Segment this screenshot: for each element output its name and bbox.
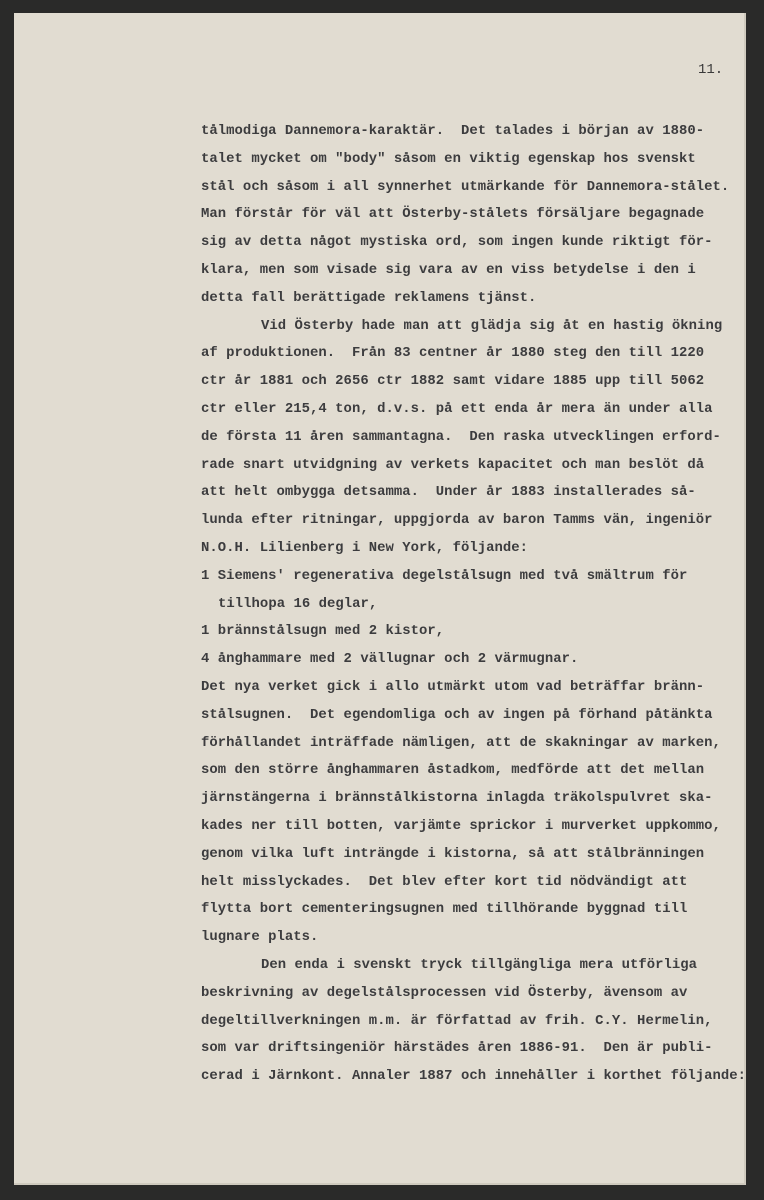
- text-line: kades ner till botten, varjämte sprickor i murverket uppkommo,: [201, 817, 721, 834]
- paragraph: [201, 955, 747, 1094]
- equipment-list: [201, 566, 741, 677]
- text-line: ctr år 1881 och 2656 ctr 1882 samt vidare 1885 upp till 5062: [201, 373, 705, 390]
- text-line: rade snart utvidgning av verkets kapacitet och man beslöt då: [201, 456, 705, 473]
- text-line: degeltillverkningen m.m. är författad av frih. C.Y. Hermelin,: [201, 1012, 713, 1029]
- text-line: N.O.H. Lilienberg i New York, följande:: [201, 539, 529, 556]
- text-line: ctr eller 215,4 ton, d.v.s. på ett enda år mera än under alla: [201, 400, 713, 417]
- list-item-line: 1 Siemens' regenerativa degelstålsugn med två smältrum för: [201, 567, 688, 584]
- paragraph: [201, 677, 741, 955]
- text-line: sig av detta något mystiska ord, som ingen kunde riktigt för-: [201, 234, 713, 251]
- text-line: helt misslyckades. Det blev efter kort tid nödvändigt att: [201, 873, 688, 890]
- text-line: som den större ånghammaren åstadkom, medförde att det mellan: [201, 762, 705, 779]
- text-line: förhållandet inträffade nämligen, att de skakningar av marken,: [201, 734, 721, 751]
- text-line: de första 11 åren sammantagna. Den raska utvecklingen erford-: [201, 428, 721, 445]
- text-line: genom vilka luft inträngde i kistorna, så att stålbränningen: [201, 845, 705, 862]
- text-line: stål och såsom i all synnerhet utmärkande för Dannemora-stålet.: [201, 178, 730, 195]
- document-body: [201, 121, 747, 1094]
- text-line: talet mycket om "body" såsom en viktig egenskap hos svenskt: [201, 150, 696, 167]
- text-line: Man förstår för väl att Österby-stålets försäljare begagnade: [201, 206, 705, 223]
- text-line: järnstängerna i brännstålkistorna inlagda träkolspulvret ska-: [201, 790, 713, 807]
- paragraph: [201, 316, 741, 566]
- text-line: som var driftsingeniör härstädes åren 1886-91. Den är publi-: [201, 1040, 713, 1057]
- paragraph: [201, 121, 741, 316]
- text-line: Det nya verket gick i allo utmärkt utom vad beträffar bränn-: [201, 678, 705, 695]
- text-line: stålsugnen. Det egendomliga och av ingen på förhand påtänkta: [201, 706, 713, 723]
- text-line: lugnare plats.: [201, 929, 319, 946]
- text-line: cerad i Järnkont. Annaler 1887 och innehåller i korthet följande:: [201, 1068, 747, 1085]
- text-line: Vid Österby hade man att glädja sig åt en hastig ökning: [261, 317, 723, 334]
- list-item-line: tillhopa 16 deglar,: [218, 595, 378, 612]
- page-number: 11.: [698, 62, 724, 78]
- text-line: klara, men som visade sig vara av en viss betydelse i den i: [201, 261, 696, 278]
- text-line: lunda efter ritningar, uppgjorda av baron Tamms vän, ingeniör: [201, 512, 713, 529]
- list-item-line: 1 brännstålsugn med 2 kistor,: [201, 623, 445, 640]
- text-line: af produktionen. Från 83 centner år 1880 steg den till 1220: [201, 345, 705, 362]
- list-item-line: 4 ånghammare med 2 vällugnar och 2 värmugnar.: [201, 651, 579, 668]
- text-line: beskrivning av degelstålsprocessen vid Österby, ävensom av: [201, 984, 688, 1001]
- text-line: Den enda i svenskt tryck tillgängliga mera utförliga: [261, 956, 698, 973]
- text-line: att helt ombygga detsamma. Under år 1883 installerades så-: [201, 484, 696, 501]
- text-line: detta fall berättigade reklamens tjänst.: [201, 289, 537, 306]
- text-line: tålmodiga Dannemora-karaktär. Det talades i början av 1880-: [201, 123, 705, 139]
- text-line: flytta bort cementeringsugnen med tillhörande byggnad till: [201, 901, 688, 918]
